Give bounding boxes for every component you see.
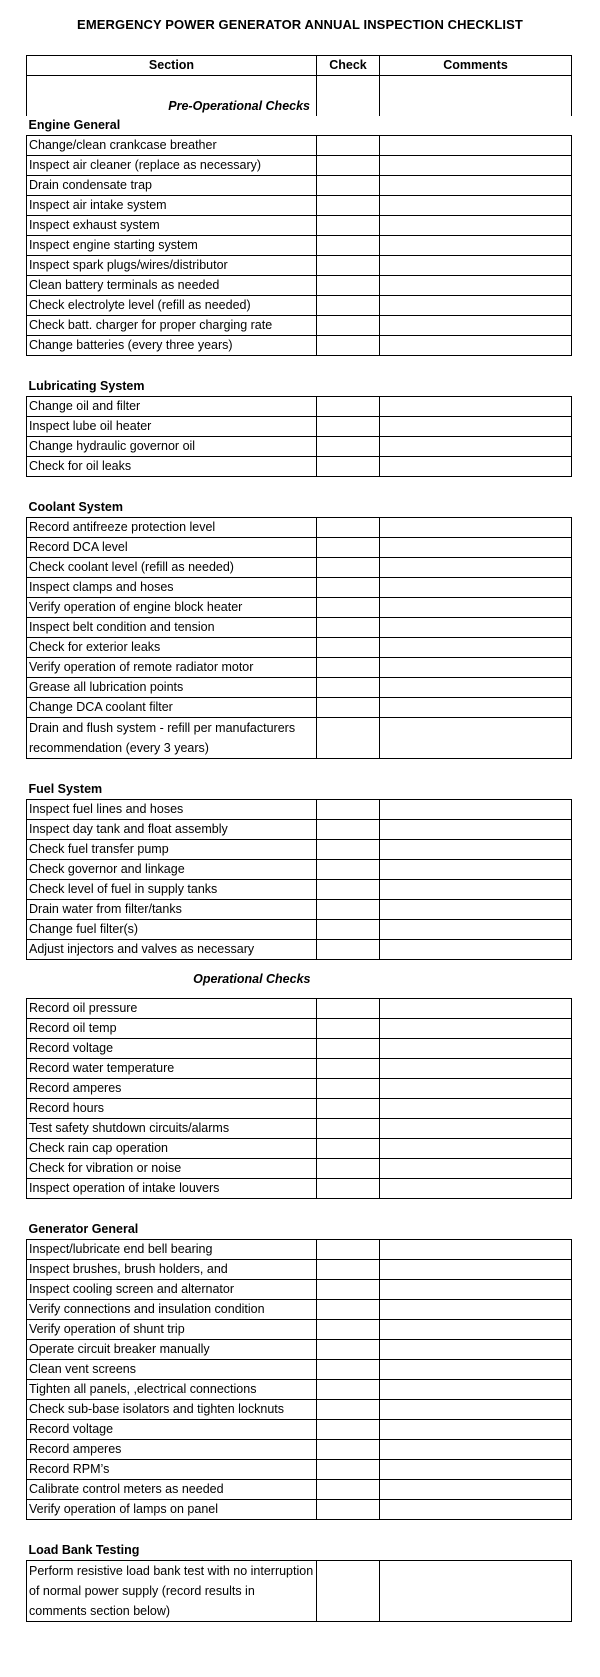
checklist-item-label: Record water temperature — [27, 1059, 317, 1079]
checklist-row — [27, 1400, 572, 1420]
checklist-row — [27, 1260, 572, 1280]
comments-cell[interactable] — [380, 860, 572, 880]
check-cell[interactable] — [317, 1079, 380, 1099]
checklist-table — [26, 55, 572, 1622]
check-cell[interactable] — [317, 457, 380, 477]
check-cell-empty — [317, 377, 380, 397]
checklist-item-label: Check for exterior leaks — [27, 638, 317, 658]
checklist-item-label: Check electrolyte level (refill as needed) — [27, 296, 317, 316]
check-cell[interactable] — [317, 920, 380, 940]
check-cell[interactable] — [317, 1340, 380, 1360]
checklist-item-label: Record amperes — [27, 1079, 317, 1099]
page-title: EMERGENCY POWER GENERATOR ANNUAL INSPECTION CHECKLIST — [77, 17, 523, 32]
comments-cell[interactable] — [380, 658, 572, 678]
comments-cell[interactable] — [380, 1280, 572, 1300]
checklist-item-label: Record voltage — [27, 1420, 317, 1440]
checklist-row — [27, 216, 572, 236]
comments-cell[interactable] — [380, 156, 572, 176]
comments-cell[interactable] — [380, 1380, 572, 1400]
check-cell-empty — [317, 116, 380, 136]
comments-cell[interactable] — [380, 1360, 572, 1380]
check-cell[interactable] — [317, 1139, 380, 1159]
checklist-item-label: Check rain cap operation — [27, 1139, 317, 1159]
comments-cell[interactable] — [380, 1039, 572, 1059]
comments-cell[interactable] — [380, 296, 572, 316]
comments-cell[interactable] — [380, 417, 572, 437]
checklist-row — [27, 437, 572, 457]
section-heading-row — [27, 780, 572, 800]
checklist-item-label: Check coolant level (refill as needed) — [27, 558, 317, 578]
check-cell[interactable] — [317, 236, 380, 256]
section-heading-row — [27, 1220, 572, 1240]
section-heading: Generator General — [28, 1222, 139, 1236]
checklist-row — [27, 618, 572, 638]
header-row — [27, 56, 572, 76]
check-cell-empty — [317, 76, 380, 117]
checklist-item-label: Grease all lubrication points — [27, 678, 317, 698]
checklist-row — [27, 658, 572, 678]
checklist-row — [27, 457, 572, 477]
comments-cell[interactable] — [380, 1340, 572, 1360]
check-cell[interactable] — [317, 999, 380, 1019]
checklist-item-label: Verify connections and insulation condition — [27, 1300, 317, 1320]
checklist-row — [27, 136, 572, 156]
checklist-row — [27, 1119, 572, 1139]
section-heading-row — [27, 377, 572, 397]
spacer-row — [27, 1520, 572, 1542]
comments-cell[interactable] — [380, 437, 572, 457]
spacer-row — [27, 356, 572, 378]
checklist-item-label: Verify operation of engine block heater — [27, 598, 317, 618]
checklist-row — [27, 196, 572, 216]
operational-label: Operational Checks — [193, 971, 311, 986]
checklist-item-label: Inspect day tank and float assembly — [27, 820, 317, 840]
comments-cell[interactable] — [380, 1480, 572, 1500]
check-cell[interactable] — [317, 336, 380, 356]
comments-cell[interactable] — [380, 316, 572, 336]
comments-cell-empty — [380, 76, 572, 117]
comments-cell[interactable] — [380, 1079, 572, 1099]
checklist-row — [27, 1360, 572, 1380]
check-cell[interactable] — [317, 558, 380, 578]
checklist-row — [27, 518, 572, 538]
comments-cell[interactable] — [380, 1059, 572, 1079]
checklist-item-label: Tighten all panels, ,electrical connections — [27, 1380, 317, 1400]
checklist-row — [27, 156, 572, 176]
check-cell[interactable] — [317, 658, 380, 678]
check-cell[interactable] — [317, 900, 380, 920]
comments-cell[interactable] — [380, 1119, 572, 1139]
checklist-row — [27, 1019, 572, 1039]
checklist-row — [27, 1099, 572, 1119]
check-cell[interactable] — [317, 316, 380, 336]
comments-cell-empty — [380, 498, 572, 518]
comments-cell[interactable] — [380, 678, 572, 698]
check-cell[interactable] — [317, 156, 380, 176]
checklist-item-label: Record oil temp — [27, 1019, 317, 1039]
checklist-item-label: Drain water from filter/tanks — [27, 900, 317, 920]
check-cell[interactable] — [317, 538, 380, 558]
section-heading: Fuel System — [28, 782, 103, 796]
checklist-item-label: Test safety shutdown circuits/alarms — [27, 1119, 317, 1139]
comments-cell[interactable] — [380, 176, 572, 196]
comments-cell[interactable] — [380, 820, 572, 840]
checklist-row — [27, 1340, 572, 1360]
comments-cell[interactable] — [380, 397, 572, 417]
check-cell[interactable] — [317, 1179, 380, 1199]
comments-cell[interactable] — [380, 1019, 572, 1039]
checklist-item-label: Check governor and linkage — [27, 860, 317, 880]
checklist-item-label: Record DCA level — [27, 538, 317, 558]
checklist-item-label: Inspect air intake system — [27, 196, 317, 216]
checklist-item-label: Check fuel transfer pump — [27, 840, 317, 860]
check-cell[interactable] — [317, 598, 380, 618]
comments-cell[interactable] — [380, 800, 572, 820]
checklist-item-label: Clean battery terminals as needed — [27, 276, 317, 296]
checklist-item-label: Drain and flush system - refill per manufacturers recommendation (every 3 years) — [27, 718, 317, 759]
check-cell-empty — [317, 780, 380, 800]
checklist-item-label: Check for oil leaks — [27, 457, 317, 477]
check-cell[interactable] — [317, 417, 380, 437]
check-cell[interactable] — [317, 1360, 380, 1380]
checklist-table-wrapper — [26, 55, 571, 1622]
pre-operational-label: Pre-Operational Checks — [27, 76, 317, 117]
comments-cell[interactable] — [380, 1460, 572, 1480]
comments-cell[interactable] — [380, 1240, 572, 1260]
checklist-row — [27, 1139, 572, 1159]
checklist-row — [27, 999, 572, 1019]
section-heading-row — [27, 1541, 572, 1561]
comments-cell[interactable] — [380, 236, 572, 256]
section-heading: Load Bank Testing — [28, 1543, 140, 1557]
comments-cell[interactable] — [380, 336, 572, 356]
check-cell[interactable] — [317, 1260, 380, 1280]
spacer-row — [27, 477, 572, 499]
checklist-row — [27, 1079, 572, 1099]
comments-cell[interactable] — [380, 1099, 572, 1119]
checklist-item-label: Inspect fuel lines and hoses — [27, 800, 317, 820]
checklist-item-label: Perform resistive load bank test with no interruption of normal power supply (record results in comments section below) — [27, 1561, 317, 1622]
section-heading: Coolant System — [28, 500, 123, 514]
checklist-row — [27, 718, 572, 759]
check-cell[interactable] — [317, 1460, 380, 1480]
spacer-cell — [27, 759, 572, 781]
checklist-row — [27, 1280, 572, 1300]
comments-cell-empty — [380, 116, 572, 136]
checklist-row — [27, 417, 572, 437]
check-cell[interactable] — [317, 1420, 380, 1440]
checklist-row — [27, 1179, 572, 1199]
checklist-item-label: Record amperes — [27, 1440, 317, 1460]
check-cell[interactable] — [317, 136, 380, 156]
checklist-row — [27, 336, 572, 356]
checklist-row — [27, 1059, 572, 1079]
checklist-row — [27, 1300, 572, 1320]
comments-cell[interactable] — [380, 698, 572, 718]
check-cell[interactable] — [317, 678, 380, 698]
checklist-item-label: Record oil pressure — [27, 999, 317, 1019]
check-cell[interactable] — [317, 618, 380, 638]
checklist-item-label: Change/clean crankcase breather — [27, 136, 317, 156]
comments-cell[interactable] — [380, 1179, 572, 1199]
check-cell[interactable] — [317, 940, 380, 960]
checklist-row — [27, 1460, 572, 1480]
check-cell[interactable] — [317, 216, 380, 236]
check-cell[interactable] — [317, 1119, 380, 1139]
check-cell[interactable] — [317, 840, 380, 860]
comments-cell[interactable] — [380, 558, 572, 578]
comments-cell[interactable] — [380, 1420, 572, 1440]
checklist-row — [27, 678, 572, 698]
checklist-item-label: Record antifreeze protection level — [27, 518, 317, 538]
check-cell[interactable] — [317, 578, 380, 598]
comments-column-header: Comments — [380, 56, 572, 76]
checklist-item-label: Verify operation of shunt trip — [27, 1320, 317, 1340]
checklist-item-label: Inspect lube oil heater — [27, 417, 317, 437]
checklist-item-label: Inspect exhaust system — [27, 216, 317, 236]
spacer-cell — [27, 477, 572, 499]
check-cell[interactable] — [317, 1480, 380, 1500]
check-cell[interactable] — [317, 518, 380, 538]
checklist-item-label: Check level of fuel in supply tanks — [27, 880, 317, 900]
comments-cell[interactable] — [380, 1400, 572, 1420]
checklist-item-label: Verify operation of lamps on panel — [27, 1500, 317, 1520]
checklist-row — [27, 1039, 572, 1059]
check-cell[interactable] — [317, 1320, 380, 1340]
comments-cell[interactable] — [380, 518, 572, 538]
checklist-item-label: Check sub-base isolators and tighten locknuts — [27, 1400, 317, 1420]
check-cell-empty — [317, 498, 380, 518]
comments-cell-empty — [380, 1541, 572, 1561]
checklist-row — [27, 920, 572, 940]
check-cell[interactable] — [317, 1380, 380, 1400]
check-cell[interactable] — [317, 1500, 380, 1520]
checklist-item-label: Change fuel filter(s) — [27, 920, 317, 940]
check-cell[interactable] — [317, 276, 380, 296]
comments-cell[interactable] — [380, 276, 572, 296]
comments-cell[interactable] — [380, 1139, 572, 1159]
checklist-row — [27, 800, 572, 820]
checklist-item-label: Change oil and filter — [27, 397, 317, 417]
comments-cell[interactable] — [380, 1561, 572, 1622]
checklist-row — [27, 1240, 572, 1260]
comments-cell[interactable] — [380, 1260, 572, 1280]
checklist-item-label: Inspect/lubricate end bell bearing — [27, 1240, 317, 1260]
section-heading: Lubricating System — [28, 379, 145, 393]
checklist-row — [27, 256, 572, 276]
checklist-item-label: Inspect air cleaner (replace as necessary) — [27, 156, 317, 176]
check-cell[interactable] — [317, 176, 380, 196]
checklist-row — [27, 578, 572, 598]
checklist-item-label: Check for vibration or noise — [27, 1159, 317, 1179]
comments-cell[interactable] — [380, 999, 572, 1019]
comments-cell[interactable] — [380, 1440, 572, 1460]
checklist-item-label: Clean vent screens — [27, 1360, 317, 1380]
checklist-row — [27, 296, 572, 316]
comments-cell[interactable] — [380, 900, 572, 920]
check-cell[interactable] — [317, 1561, 380, 1622]
comments-cell[interactable] — [380, 457, 572, 477]
check-cell[interactable] — [317, 1099, 380, 1119]
checklist-row — [27, 638, 572, 658]
checklist-row — [27, 558, 572, 578]
comments-cell-empty — [380, 780, 572, 800]
comments-cell[interactable] — [380, 718, 572, 759]
checklist-item-label: Inspect belt condition and tension — [27, 618, 317, 638]
check-cell[interactable] — [317, 1280, 380, 1300]
checklist-item-label: Inspect spark plugs/wires/distributor — [27, 256, 317, 276]
checklist-item-label: Record voltage — [27, 1039, 317, 1059]
check-cell-empty — [317, 960, 380, 999]
comments-cell[interactable] — [380, 618, 572, 638]
check-cell[interactable] — [317, 860, 380, 880]
check-cell[interactable] — [317, 437, 380, 457]
checklist-item-label: Adjust injectors and valves as necessary — [27, 940, 317, 960]
checklist-row — [27, 1159, 572, 1179]
spacer-cell — [27, 1199, 572, 1221]
checklist-row — [27, 276, 572, 296]
check-cell[interactable] — [317, 1039, 380, 1059]
section-heading-row — [27, 116, 572, 136]
section-heading: Engine General — [28, 118, 121, 132]
checklist-row — [27, 1420, 572, 1440]
checklist-row — [27, 1480, 572, 1500]
checklist-item-label: Change DCA coolant filter — [27, 698, 317, 718]
comments-cell-empty — [380, 960, 572, 999]
checklist-item-label: Inspect clamps and hoses — [27, 578, 317, 598]
check-cell[interactable] — [317, 1059, 380, 1079]
comments-cell[interactable] — [380, 196, 572, 216]
comments-cell[interactable] — [380, 578, 572, 598]
check-cell[interactable] — [317, 196, 380, 216]
checklist-row — [27, 236, 572, 256]
check-cell[interactable] — [317, 296, 380, 316]
check-cell-empty — [317, 1541, 380, 1561]
comments-cell[interactable] — [380, 880, 572, 900]
comments-cell[interactable] — [380, 216, 572, 236]
checklist-row — [27, 1380, 572, 1400]
comments-cell[interactable] — [380, 598, 572, 618]
checklist-item-label: Inspect operation of intake louvers — [27, 1179, 317, 1199]
checklist-row — [27, 820, 572, 840]
checklist-item-label: Record hours — [27, 1099, 317, 1119]
comments-cell[interactable] — [380, 538, 572, 558]
checklist-item-label: Inspect brushes, brush holders, and — [27, 1260, 317, 1280]
comments-cell[interactable] — [380, 1300, 572, 1320]
check-cell[interactable] — [317, 800, 380, 820]
comments-cell[interactable] — [380, 1159, 572, 1179]
comments-cell[interactable] — [380, 136, 572, 156]
checklist-item-label: Verify operation of remote radiator motor — [27, 658, 317, 678]
checklist-item-label: Record RPM’s — [27, 1460, 317, 1480]
checklist-row — [27, 860, 572, 880]
comments-cell[interactable] — [380, 256, 572, 276]
check-cell[interactable] — [317, 1240, 380, 1260]
checklist-row — [27, 1320, 572, 1340]
check-column-header: Check — [317, 56, 380, 76]
spacer-row — [27, 1199, 572, 1221]
comments-cell[interactable] — [380, 638, 572, 658]
check-cell[interactable] — [317, 397, 380, 417]
check-cell-empty — [317, 1220, 380, 1240]
checklist-item-label: Change batteries (every three years) — [27, 336, 317, 356]
checklist-item-label: Drain condensate trap — [27, 176, 317, 196]
comments-cell[interactable] — [380, 1500, 572, 1520]
comments-cell[interactable] — [380, 840, 572, 860]
spacer-cell — [27, 356, 572, 378]
checklist-item-label: Inspect engine starting system — [27, 236, 317, 256]
checklist-row — [27, 598, 572, 618]
checklist-item-label: Calibrate control meters as needed — [27, 1480, 317, 1500]
checklist-item-label: Change hydraulic governor oil — [27, 437, 317, 457]
checklist-row — [27, 940, 572, 960]
checklist-row — [27, 900, 572, 920]
checklist-row — [27, 538, 572, 558]
comments-cell[interactable] — [380, 940, 572, 960]
spacer-cell — [27, 1520, 572, 1542]
checklist-item-label: Operate circuit breaker manually — [27, 1340, 317, 1360]
check-cell[interactable] — [317, 880, 380, 900]
check-cell[interactable] — [317, 1440, 380, 1460]
check-cell[interactable] — [317, 1400, 380, 1420]
checklist-row — [27, 840, 572, 860]
check-cell[interactable] — [317, 1019, 380, 1039]
checklist-row — [27, 880, 572, 900]
check-cell[interactable] — [317, 1159, 380, 1179]
comments-cell-empty — [380, 1220, 572, 1240]
checklist-row — [27, 1500, 572, 1520]
checklist-row — [27, 698, 572, 718]
checklist-item-label: Check batt. charger for proper charging rate — [27, 316, 317, 336]
comments-cell[interactable] — [380, 920, 572, 940]
check-cell[interactable] — [317, 820, 380, 840]
section-heading-row — [27, 498, 572, 518]
spacer-row — [27, 759, 572, 781]
checklist-row — [27, 1561, 572, 1622]
pre-operational-row — [27, 76, 572, 117]
comments-cell[interactable] — [380, 1320, 572, 1340]
check-cell[interactable] — [317, 698, 380, 718]
check-cell[interactable] — [317, 256, 380, 276]
section-column-header: Section — [27, 56, 317, 76]
comments-cell-empty — [380, 377, 572, 397]
check-cell[interactable] — [317, 638, 380, 658]
operational-row — [27, 960, 572, 999]
checklist-row — [27, 316, 572, 336]
checklist-row — [27, 1440, 572, 1460]
checklist-row — [27, 176, 572, 196]
checklist-item-label: Inspect cooling screen and alternator — [27, 1280, 317, 1300]
check-cell[interactable] — [317, 1300, 380, 1320]
check-cell[interactable] — [317, 718, 380, 759]
checklist-row — [27, 397, 572, 417]
